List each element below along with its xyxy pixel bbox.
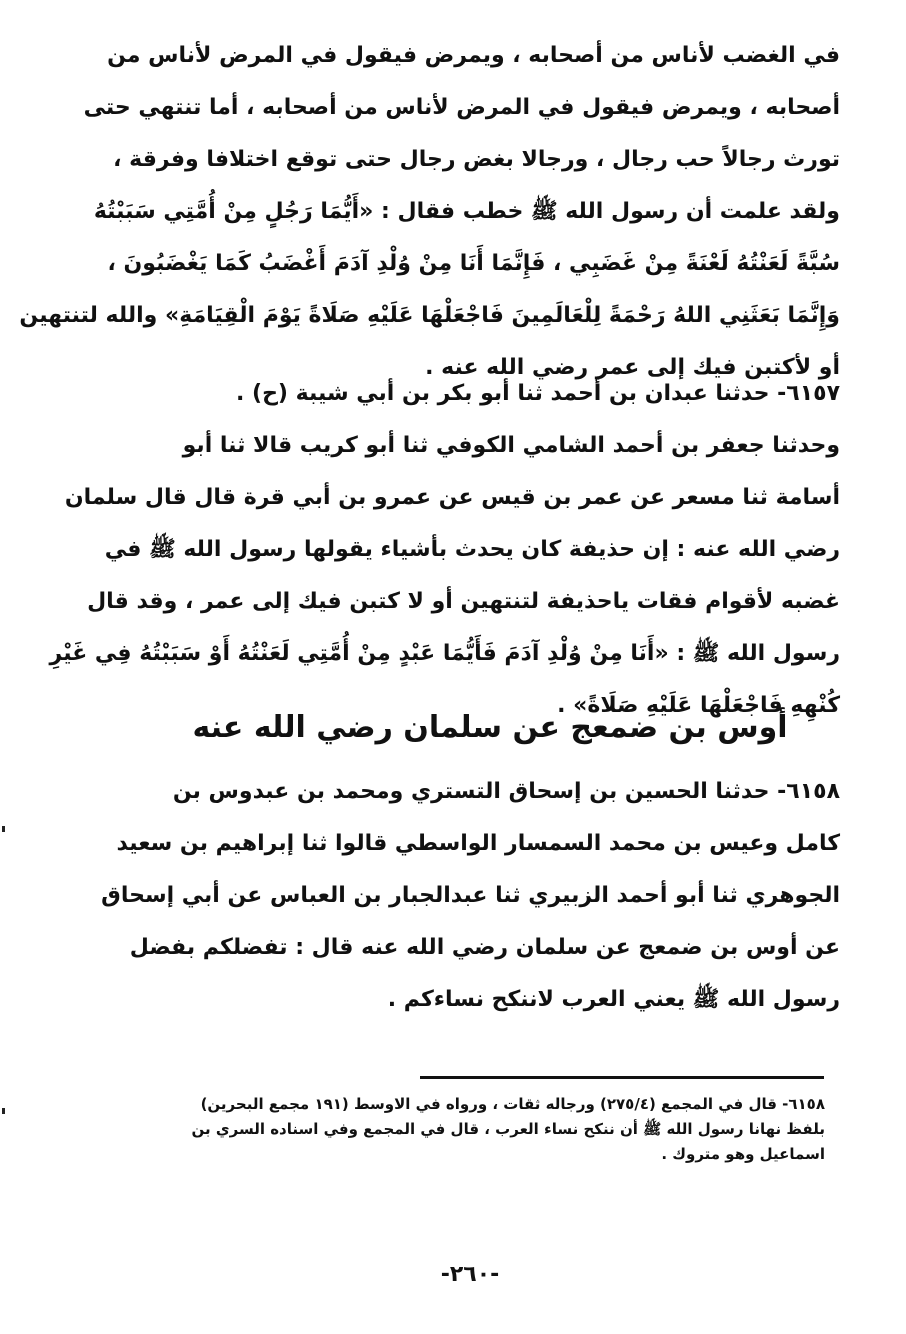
text-block-continuation	[19, 30, 840, 394]
text-line: كُنْهِهِ فَاجْعَلْهَا عَلَيْهِ صَلَاةً» .	[557, 693, 840, 718]
text-line: غضبه لأقوام فقات ياحذيفة لتنتهين أو لا كتبن فيك إلى عمر ، وقد قال	[87, 589, 840, 614]
footnote-line: ٦١٥٨- قال في المجمع (٢٧٥/٤) ورجاله ثقات ، ورواه في الاوسط (١٩١ مجمع البحرين)	[200, 1095, 825, 1113]
footnote-divider	[420, 1076, 824, 1079]
text-line: عن أوس بن ضمعج عن سلمان رضي الله عنه قال : تفضلكم بفضل	[129, 935, 840, 960]
text-line: ولقد علمت أن رسول الله ﷺ خطب فقال : «أَيُّمَا رَجُلٍ مِنْ أُمَّتِي سَبَبْتُهُ	[93, 199, 840, 224]
text-line: أو لأكتبن فيك إلى عمر رضي الله عنه .	[425, 355, 840, 380]
footnote-line: بلفظ نهانا رسول الله ﷺ أن ننكح نساء العرب ، قال في المجمع وفي اسناده السري بن	[191, 1120, 825, 1138]
text-line: رضي الله عنه : إن حذيفة كان يحدث بأشياء يقولها رسول الله ﷺ في	[104, 537, 840, 562]
scan-margin-mark	[2, 826, 5, 832]
text-line: أسامة ثنا مسعر عن عمر بن قيس عن عمرو بن أبي قرة قال قال سلمان	[64, 485, 840, 510]
footnote-line: اسماعيل وهو متروك .	[661, 1145, 825, 1163]
text-line: سُبَّةً لَعَنْتُهُ لَعْنَةً مِنْ غَضَبِي ، فَإِنَّمَا أَنَا مِنْ وُلْدِ آدَمَ أَغْضَبُ كَمَا يَغْضَبُونَ ،	[107, 251, 840, 276]
text-line: في الغضب لأناس من أصحابه ، ويمرض فيقول في المرض لأناس من	[107, 43, 840, 68]
text-line: وحدثنا جعفر بن أحمد الشامي الكوفي ثنا أبو كريب قالا ثنا أبو	[182, 433, 840, 458]
text-line: رسول الله ﷺ يعني العرب لاننكح نساءكم .	[387, 987, 840, 1012]
text-line: رسول الله ﷺ : «أَنَا مِنْ وُلْدِ آدَمَ فَأَيُّمَا عَبْدٍ مِنْ أُمَّتِي لَعَنْتُهُ أَوْ سَبَبْتُهُ فِي غَيْرِ	[49, 641, 840, 666]
hadith-6158	[101, 766, 840, 1026]
text-line: الجوهري ثنا أبو أحمد الزبيري ثنا عبدالجبار بن العباس عن أبي إسحاق	[101, 883, 840, 908]
scan-margin-mark	[2, 1108, 5, 1114]
section-heading: أوس بن ضمعج عن سلمان رضي الله عنه	[192, 710, 788, 745]
text-line: أصحابه ، ويمرض فيقول في المرض لأناس من أصحابه ، أما تنتهي حتى	[83, 95, 840, 120]
footnote	[160, 1092, 825, 1167]
hadith-6157	[49, 368, 840, 732]
text-line: وَإِنَّمَا بَعَثَنِي اللهُ رَحْمَةً لِلْعَالَمِينَ فَاجْعَلْهَا عَلَيْهِ صَلَاةً يَوْمَ الْقِيَامَةِ» والله لتنتهين	[19, 303, 840, 328]
text-line: كامل وعيس بن محمد السمسار الواسطي قالوا ثنا إبراهيم بن سعيد	[116, 831, 840, 856]
text-line: ٦١٥٧- حدثنا عبدان بن أحمد ثنا أبو بكر بن أبي شيبة (ح) .	[236, 381, 840, 406]
page-number: -٢٦٠-	[440, 1262, 500, 1287]
text-line: تورث رجالاً حب رجال ، ورجالا بغض رجال حتى توقع اختلافا وفرقة ،	[113, 147, 840, 172]
text-line: ٦١٥٨- حدثنا الحسين بن إسحاق التستري ومحمد بن عبدوس بن	[172, 779, 840, 804]
